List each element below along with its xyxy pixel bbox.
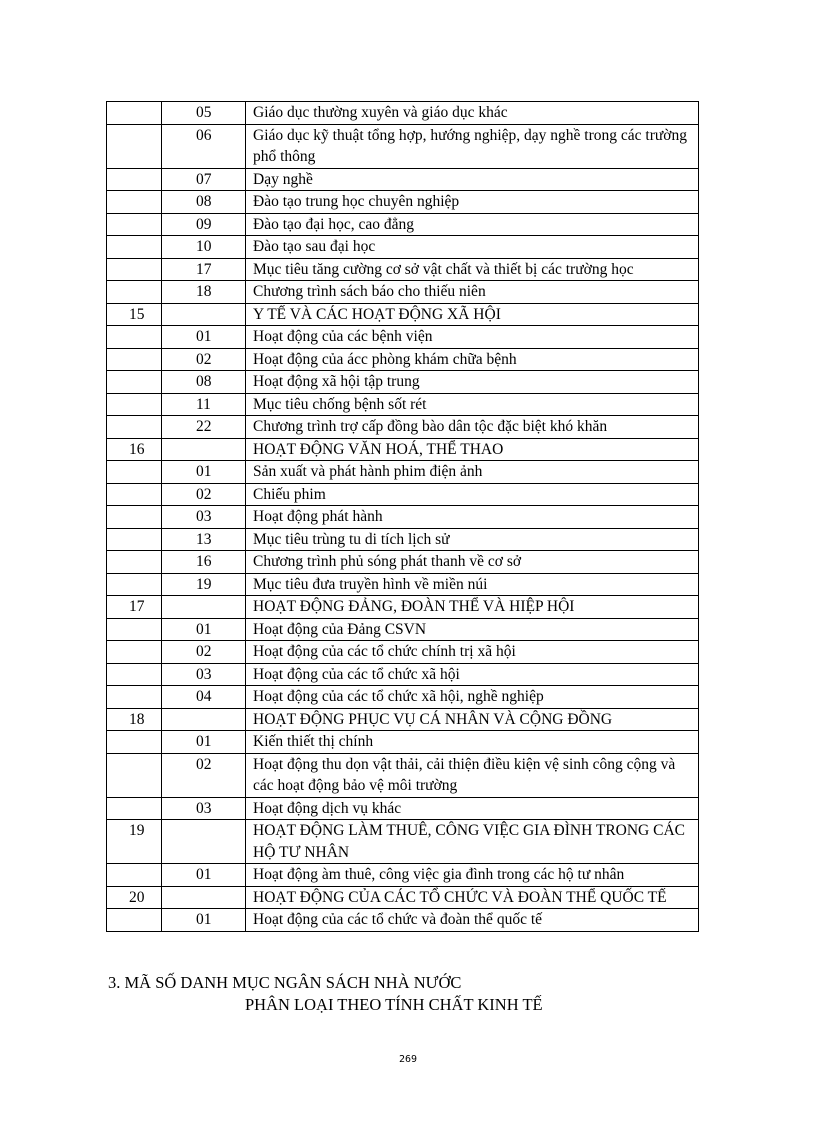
table-row (107, 864, 699, 887)
description-cell: Hoạt động phát hành (246, 506, 699, 529)
sub-code-cell (162, 596, 246, 619)
description-cell: Chương trình sách báo cho thiếu niên (246, 281, 699, 304)
group-code-cell (107, 864, 162, 887)
description-cell: Y TẾ VÀ CÁC HOẠT ĐỘNG XÃ HỘI (246, 303, 699, 326)
table-row (107, 124, 699, 168)
description-cell: HOẠT ĐỘNG ĐẢNG, ĐOÀN THỂ VÀ HIỆP HỘI (246, 596, 699, 619)
sub-code-cell: 11 (162, 393, 246, 416)
group-code-cell (107, 281, 162, 304)
sub-code-cell: 13 (162, 528, 246, 551)
group-code-cell (107, 102, 162, 125)
group-code-cell: 17 (107, 596, 162, 619)
sub-code-cell: 06 (162, 124, 246, 168)
budget-code-table (106, 101, 699, 932)
sub-code-cell: 01 (162, 731, 246, 754)
sub-code-cell: 16 (162, 551, 246, 574)
group-code-cell: 15 (107, 303, 162, 326)
sub-code-cell: 19 (162, 573, 246, 596)
group-code-cell (107, 528, 162, 551)
description-cell: Hoạt động của Đảng CSVN (246, 618, 699, 641)
table-row (107, 168, 699, 191)
sub-code-cell: 01 (162, 618, 246, 641)
table-row (107, 753, 699, 797)
description-cell: Hoạt động dịch vụ khác (246, 797, 699, 820)
group-code-cell (107, 326, 162, 349)
group-code-cell (107, 753, 162, 797)
table-row (107, 191, 699, 214)
sub-code-cell: 03 (162, 663, 246, 686)
table-row (107, 102, 699, 125)
description-cell: Chiếu phim (246, 483, 699, 506)
description-cell: Dạy nghề (246, 168, 699, 191)
group-code-cell (107, 213, 162, 236)
sub-code-cell: 10 (162, 236, 246, 259)
sub-code-cell: 08 (162, 191, 246, 214)
table-row (107, 618, 699, 641)
table-row (107, 686, 699, 709)
group-code-cell (107, 168, 162, 191)
table-row (107, 326, 699, 349)
group-code-cell (107, 686, 162, 709)
description-cell: Kiến thiết thị chính (246, 731, 699, 754)
group-code-cell (107, 258, 162, 281)
table-row (107, 236, 699, 259)
group-code-cell: 16 (107, 438, 162, 461)
sub-code-cell: 03 (162, 506, 246, 529)
table-row (107, 371, 699, 394)
sub-code-cell: 08 (162, 371, 246, 394)
table-row (107, 528, 699, 551)
group-code-cell (107, 371, 162, 394)
table-row (107, 461, 699, 484)
description-cell: Sản xuất và phát hành phim điện ảnh (246, 461, 699, 484)
description-cell: Hoạt động của các bệnh viện (246, 326, 699, 349)
sub-code-cell: 07 (162, 168, 246, 191)
table-row (107, 886, 699, 909)
sub-code-cell (162, 438, 246, 461)
description-cell: Giáo dục kỹ thuật tổng hợp, hướng nghiệp, dạy nghề trong các trường phổ thông (246, 124, 699, 168)
group-code-cell (107, 348, 162, 371)
section-heading-line1: 3. MÃ SỐ DANH MỤC NGÂN SÁCH NHÀ NƯỚC (108, 973, 462, 992)
group-code-cell (107, 191, 162, 214)
group-code-cell (107, 641, 162, 664)
table-row (107, 303, 699, 326)
sub-code-cell: 18 (162, 281, 246, 304)
table-row (107, 708, 699, 731)
description-cell: Đào tạo trung học chuyên nghiệp (246, 191, 699, 214)
sub-code-cell (162, 886, 246, 909)
description-cell: Hoạt động thu dọn vật thải, cải thiện điều kiện vệ sinh công cộng và các hoạt động bảo vệ môi trường (246, 753, 699, 797)
sub-code-cell: 02 (162, 348, 246, 371)
description-cell: Đào tạo đại học, cao đẳng (246, 213, 699, 236)
sub-code-cell: 09 (162, 213, 246, 236)
group-code-cell (107, 797, 162, 820)
description-cell: Hoạt động của các tổ chức xã hội (246, 663, 699, 686)
sub-code-cell: 02 (162, 753, 246, 797)
description-cell: Hoạt động xã hội tập trung (246, 371, 699, 394)
table-row (107, 551, 699, 574)
sub-code-cell: 01 (162, 326, 246, 349)
sub-code-cell (162, 303, 246, 326)
group-code-cell (107, 618, 162, 641)
table-row (107, 281, 699, 304)
description-cell: Hoạt động của các tổ chức xã hội, nghề nghiệp (246, 686, 699, 709)
sub-code-cell (162, 820, 246, 864)
description-cell: HOẠT ĐỘNG PHỤC VỤ CÁ NHÂN VÀ CỘNG ĐỒNG (246, 708, 699, 731)
table-row (107, 416, 699, 439)
sub-code-cell: 17 (162, 258, 246, 281)
group-code-cell (107, 461, 162, 484)
description-cell: Giáo dục thường xuyên và giáo dục khác (246, 102, 699, 125)
description-cell: Chương trình trợ cấp đồng bào dân tộc đặc biệt khó khăn (246, 416, 699, 439)
description-cell: HOẠT ĐỘNG CỦA CÁC TỔ CHỨC VÀ ĐOÀN THỂ QUỐC TẾ (246, 886, 699, 909)
description-cell: Hoạt động của các tổ chức chính trị xã hội (246, 641, 699, 664)
table-body (107, 102, 699, 932)
sub-code-cell: 01 (162, 909, 246, 932)
description-cell: Hoạt động của các tổ chức và đoàn thể quốc tế (246, 909, 699, 932)
sub-code-cell: 01 (162, 864, 246, 887)
group-code-cell: 18 (107, 708, 162, 731)
group-code-cell (107, 663, 162, 686)
group-code-cell (107, 416, 162, 439)
group-code-cell (107, 506, 162, 529)
section-heading-line2: PHÂN LOẠI THEO TÍNH CHẤT KINH TẾ (245, 995, 543, 1014)
sub-code-cell: 01 (162, 461, 246, 484)
table-row (107, 483, 699, 506)
sub-code-cell: 02 (162, 483, 246, 506)
table-row (107, 663, 699, 686)
table-row (107, 258, 699, 281)
group-code-cell (107, 731, 162, 754)
description-cell: Mục tiêu trùng tu di tích lịch sử (246, 528, 699, 551)
group-code-cell (107, 483, 162, 506)
sub-code-cell: 03 (162, 797, 246, 820)
description-cell: Mục tiêu chống bệnh sốt rét (246, 393, 699, 416)
description-cell: Hoạt động àm thuê, công việc gia đình trong các hộ tư nhân (246, 864, 699, 887)
table-row (107, 909, 699, 932)
table-row (107, 393, 699, 416)
table-row (107, 731, 699, 754)
description-cell: HOẠT ĐỘNG VĂN HOÁ, THỂ THAO (246, 438, 699, 461)
table-row (107, 573, 699, 596)
table-row (107, 348, 699, 371)
group-code-cell (107, 124, 162, 168)
group-code-cell: 19 (107, 820, 162, 864)
table-row (107, 641, 699, 664)
group-code-cell (107, 573, 162, 596)
description-cell: Hoạt động của ácc phòng khám chữa bệnh (246, 348, 699, 371)
description-cell: HOẠT ĐỘNG LÀM THUÊ, CÔNG VIỆC GIA ĐÌNH TRONG CÁC HỘ TƯ NHÂN (246, 820, 699, 864)
description-cell: Mục tiêu tăng cường cơ sở vật chất và thiết bị các trường học (246, 258, 699, 281)
table-row (107, 213, 699, 236)
group-code-cell (107, 909, 162, 932)
description-cell: Chương trình phủ sóng phát thanh về cơ sở (246, 551, 699, 574)
table-row (107, 797, 699, 820)
group-code-cell: 20 (107, 886, 162, 909)
description-cell: Mục tiêu đưa truyền hình về miền núi (246, 573, 699, 596)
table-row (107, 820, 699, 864)
group-code-cell (107, 393, 162, 416)
group-code-cell (107, 236, 162, 259)
sub-code-cell (162, 708, 246, 731)
sub-code-cell: 04 (162, 686, 246, 709)
description-cell: Đào tạo sau đại học (246, 236, 699, 259)
group-code-cell (107, 551, 162, 574)
page-number: 269 (398, 1054, 418, 1065)
sub-code-cell: 22 (162, 416, 246, 439)
table-row (107, 596, 699, 619)
sub-code-cell: 02 (162, 641, 246, 664)
table-row (107, 506, 699, 529)
sub-code-cell: 05 (162, 102, 246, 125)
table-row (107, 438, 699, 461)
